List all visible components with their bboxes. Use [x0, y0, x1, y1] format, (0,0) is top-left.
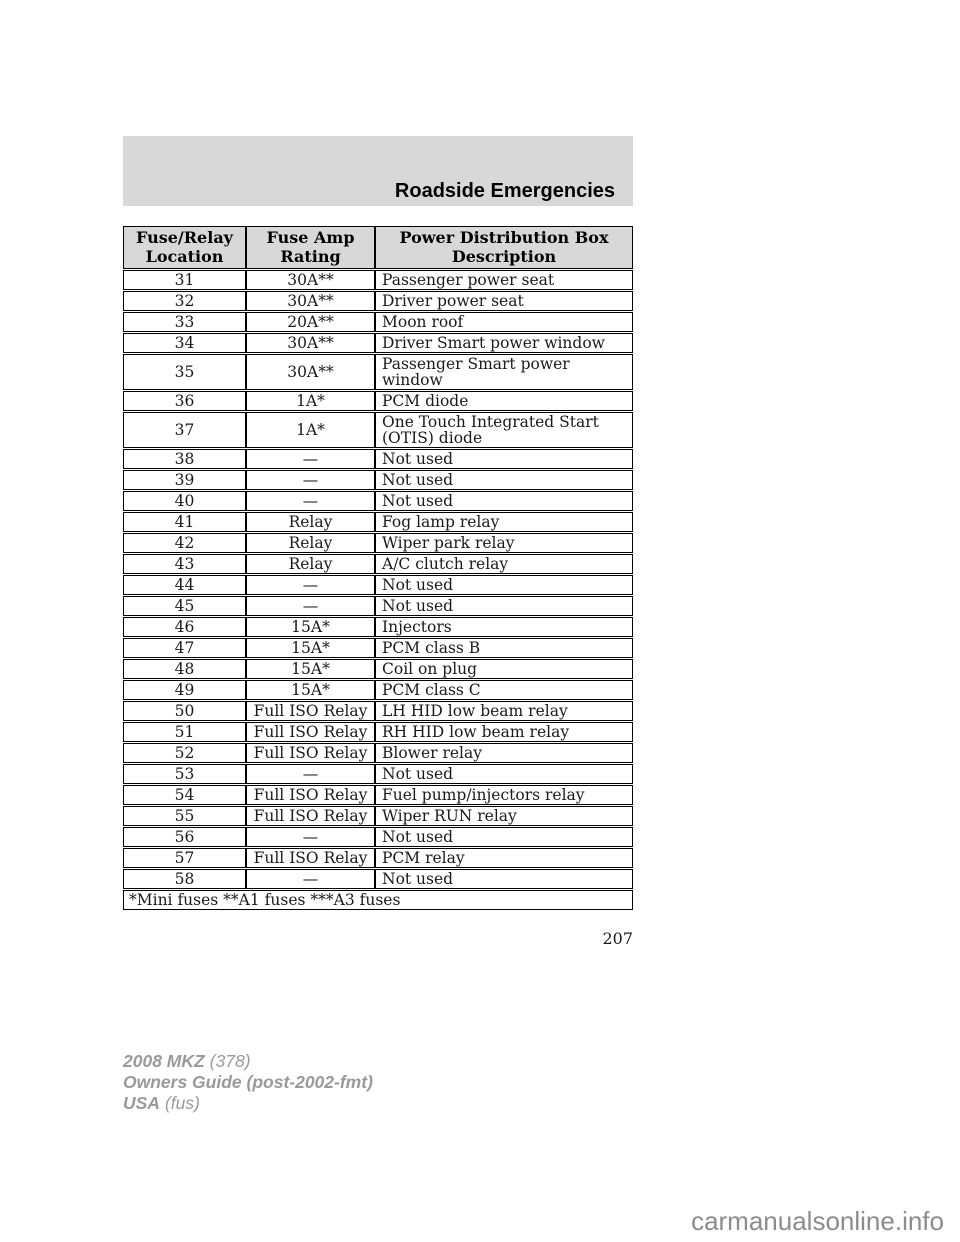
fuse-description-cell: Not used [375, 764, 633, 784]
fuse-rating-cell: — [246, 827, 375, 847]
table-row [123, 827, 633, 847]
fuse-rating-cell: 30A** [246, 354, 375, 390]
fuse-description-cell: Driver power seat [375, 291, 633, 311]
column-header-rating-line2: Rating [280, 247, 341, 266]
fuse-description-cell: Not used [375, 596, 633, 616]
fuse-description-cell: Injectors [375, 617, 633, 637]
fuse-description-cell: Fuel pump/injectors relay [375, 785, 633, 805]
fuse-description-cell: Fog lamp relay [375, 512, 633, 532]
table-row [123, 680, 633, 700]
column-header-location-line1: Fuse/Relay [136, 228, 233, 247]
table-row [123, 785, 633, 805]
fuse-description-cell: Blower relay [375, 743, 633, 763]
fuse-description-cell: PCM diode [375, 391, 633, 411]
fuse-location-cell: 43 [123, 554, 246, 574]
fuse-rating-cell: 20A** [246, 312, 375, 332]
fuse-description-cell: Not used [375, 470, 633, 490]
table-row [123, 743, 633, 763]
table-row [123, 391, 633, 411]
fuse-location-cell: 45 [123, 596, 246, 616]
footer-guide-title: Owners Guide (post-2002-fmt) [123, 1072, 373, 1092]
footer-line-guide [123, 1072, 373, 1093]
fuse-rating-cell: 30A** [246, 333, 375, 353]
publication-footer [123, 1051, 373, 1114]
fuse-description-cell: Moon roof [375, 312, 633, 332]
table-row [123, 575, 633, 595]
fuse-rating-cell: — [246, 575, 375, 595]
table-row [123, 491, 633, 511]
fuse-location-cell: 49 [123, 680, 246, 700]
page-number: 207 [602, 929, 633, 948]
fuse-location-cell: 51 [123, 722, 246, 742]
footer-model-code: (378) [209, 1051, 251, 1071]
fuse-rating-cell: 1A* [246, 412, 375, 448]
fuse-rating-cell: 1A* [246, 391, 375, 411]
fuse-rating-cell: 30A** [246, 291, 375, 311]
table-row [123, 596, 633, 616]
fuse-description-cell: RH HID low beam relay [375, 722, 633, 742]
fuse-rating-cell: Relay [246, 512, 375, 532]
table-header-row [123, 226, 633, 269]
fuse-location-cell: 48 [123, 659, 246, 679]
table-row [123, 764, 633, 784]
fuse-description-cell: Not used [375, 449, 633, 469]
table-row [123, 333, 633, 353]
fuse-description-cell: Wiper park relay [375, 533, 633, 553]
fuse-description-cell: Not used [375, 491, 633, 511]
fuse-location-cell: 52 [123, 743, 246, 763]
fuse-rating-cell: 15A* [246, 680, 375, 700]
fuse-description-cell: Not used [375, 575, 633, 595]
footer-line-region [123, 1093, 373, 1114]
fuse-location-cell: 46 [123, 617, 246, 637]
footer-region-code: (fus) [164, 1093, 200, 1113]
fuse-location-cell: 33 [123, 312, 246, 332]
footnote-row [123, 890, 633, 910]
table-row [123, 291, 633, 311]
fuse-description-cell: A/C clutch relay [375, 554, 633, 574]
column-header-location-line2: Location [145, 247, 224, 266]
fuse-location-cell: 39 [123, 470, 246, 490]
fuse-table-footer [123, 890, 633, 910]
fuse-rating-cell: Relay [246, 554, 375, 574]
section-title-bar [123, 136, 633, 206]
section-title: Roadside Emergencies [394, 180, 615, 202]
fuse-location-cell: 31 [123, 270, 246, 290]
table-row [123, 354, 633, 390]
fuse-rating-cell: Full ISO Relay [246, 701, 375, 721]
fuse-location-cell: 44 [123, 575, 246, 595]
fuse-location-cell: 58 [123, 869, 246, 889]
fuse-location-cell: 35 [123, 354, 246, 390]
table-row [123, 722, 633, 742]
table-row [123, 470, 633, 490]
fuse-table-container [123, 225, 633, 911]
fuse-location-cell: 38 [123, 449, 246, 469]
table-row [123, 659, 633, 679]
fuse-location-cell: 57 [123, 848, 246, 868]
fuse-description-cell: Not used [375, 827, 633, 847]
table-row [123, 270, 633, 290]
fuse-rating-cell: Full ISO Relay [246, 806, 375, 826]
fuse-rating-cell: — [246, 764, 375, 784]
fuse-description-cell: PCM class B [375, 638, 633, 658]
fuse-table-header [123, 226, 633, 269]
column-header-description-line1: Power Distribution Box [399, 228, 609, 247]
fuse-rating-cell: 30A** [246, 270, 375, 290]
footer-model-name: 2008 MKZ [123, 1051, 205, 1071]
fuse-rating-cell: — [246, 470, 375, 490]
fuse-rating-cell: — [246, 491, 375, 511]
fuse-location-cell: 36 [123, 391, 246, 411]
table-row [123, 638, 633, 658]
fuse-rating-cell: 15A* [246, 617, 375, 637]
fuse-rating-cell: — [246, 869, 375, 889]
fuse-rating-cell: — [246, 449, 375, 469]
table-row [123, 701, 633, 721]
table-row [123, 512, 633, 532]
fuse-description-cell: Passenger Smart power window [375, 354, 633, 390]
fuse-location-cell: 41 [123, 512, 246, 532]
table-row [123, 449, 633, 469]
column-header-rating [246, 226, 375, 269]
fuse-location-cell: 50 [123, 701, 246, 721]
column-header-rating-line1: Fuse Amp [266, 228, 355, 247]
fuse-location-cell: 42 [123, 533, 246, 553]
column-header-description [375, 226, 633, 269]
column-header-description-line2: Description [451, 247, 557, 266]
fuse-description-cell: Not used [375, 869, 633, 889]
fuse-location-cell: 54 [123, 785, 246, 805]
table-row [123, 554, 633, 574]
fuse-description-cell: Driver Smart power window [375, 333, 633, 353]
fuse-location-cell: 47 [123, 638, 246, 658]
fuse-location-cell: 40 [123, 491, 246, 511]
table-row [123, 533, 633, 553]
fuse-rating-cell: 15A* [246, 638, 375, 658]
fuse-table-body [123, 270, 633, 889]
table-row [123, 312, 633, 332]
watermark-text: carmanualsonline.info [691, 1206, 944, 1236]
fuse-description-cell: Coil on plug [375, 659, 633, 679]
footer-region: USA [123, 1093, 160, 1113]
table-row [123, 412, 633, 448]
table-row [123, 848, 633, 868]
fuse-description-cell: PCM class C [375, 680, 633, 700]
fuse-rating-cell: Full ISO Relay [246, 722, 375, 742]
fuse-description-cell: Wiper RUN relay [375, 806, 633, 826]
footer-line-model [123, 1051, 373, 1072]
fuse-location-cell: 32 [123, 291, 246, 311]
fuse-rating-cell: Full ISO Relay [246, 848, 375, 868]
fuse-rating-cell: 15A* [246, 659, 375, 679]
fuse-rating-cell: Relay [246, 533, 375, 553]
fuse-description-cell: PCM relay [375, 848, 633, 868]
fuse-table [123, 225, 633, 911]
fuse-rating-cell: Full ISO Relay [246, 743, 375, 763]
table-row [123, 617, 633, 637]
table-row [123, 806, 633, 826]
fuse-description-cell: Passenger power seat [375, 270, 633, 290]
fuse-location-cell: 34 [123, 333, 246, 353]
fuse-location-cell: 53 [123, 764, 246, 784]
fuse-location-cell: 56 [123, 827, 246, 847]
table-row [123, 869, 633, 889]
fuse-description-cell: LH HID low beam relay [375, 701, 633, 721]
column-header-location [123, 226, 246, 269]
fuse-description-cell: One Touch Integrated Start (OTIS) diode [375, 412, 633, 448]
footnote-text: *Mini fuses **A1 fuses ***A3 fuses [123, 890, 633, 910]
fuse-rating-cell: — [246, 596, 375, 616]
fuse-rating-cell: Full ISO Relay [246, 785, 375, 805]
fuse-location-cell: 55 [123, 806, 246, 826]
fuse-location-cell: 37 [123, 412, 246, 448]
